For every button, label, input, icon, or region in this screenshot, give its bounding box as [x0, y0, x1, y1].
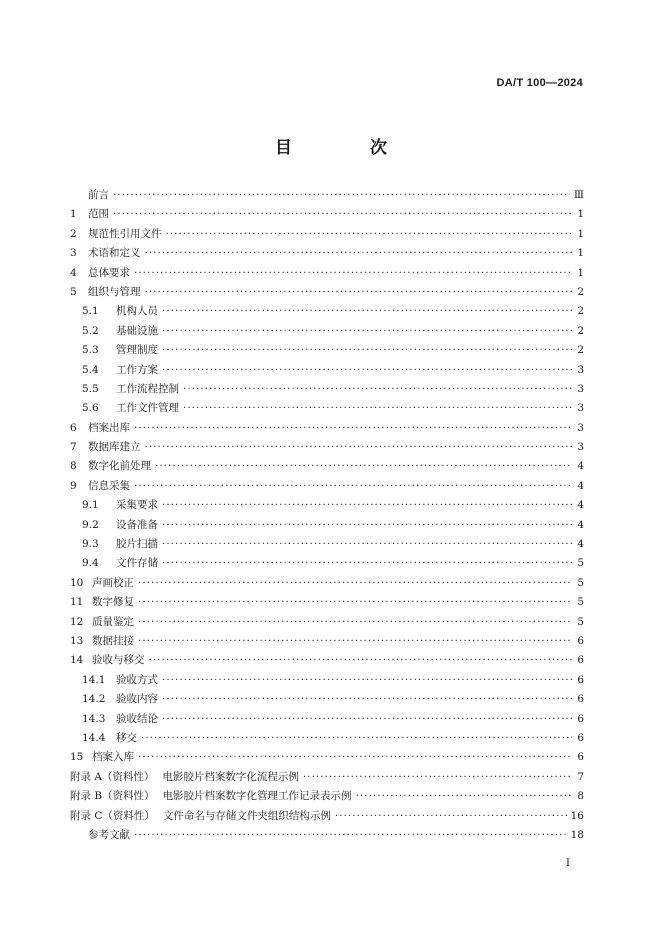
toc-entry-number: 1 — [70, 208, 77, 221]
toc-entry-label: 数据库建立 — [88, 441, 141, 454]
toc-entry-number: 2 — [70, 227, 77, 240]
toc-entry[interactable] — [70, 516, 584, 535]
toc-entry-label: 验收结论 — [116, 712, 158, 725]
toc-entry-label: 参考文献 — [88, 828, 130, 841]
toc-leader-dots — [303, 768, 572, 787]
toc-entry-label: 验收与移交 — [92, 654, 145, 667]
toc-entry-page: 3 — [577, 421, 584, 434]
toc-entry-number: 5.2 — [82, 324, 99, 337]
toc-leader-dots — [155, 457, 572, 476]
toc-entry-label: 总体要求 — [88, 266, 130, 279]
toc-entry[interactable] — [70, 322, 584, 341]
toc-entry[interactable] — [70, 361, 584, 380]
toc-entry[interactable] — [70, 302, 584, 321]
toc-entry-label: 移交 — [116, 731, 137, 744]
toc-entry-page: 6 — [577, 654, 584, 667]
toc-entry[interactable] — [70, 690, 584, 709]
toc-entry-page: 5 — [577, 615, 584, 628]
toc-entry-label: 电影胶片档案数字化管理工作记录表示例 — [162, 790, 352, 803]
toc-leader-dots — [138, 613, 572, 632]
toc-entry-page: 5 — [577, 576, 584, 589]
toc-entry-number: 9.3 — [82, 538, 99, 551]
toc-entry-label: 工作方案 — [116, 363, 158, 376]
toc-leader-dots — [141, 729, 572, 748]
toc-leader-dots — [149, 651, 573, 670]
toc-leader-dots — [183, 399, 572, 418]
toc-leader-dots — [162, 322, 572, 341]
toc-entry[interactable] — [70, 787, 584, 806]
toc-leader-dots — [335, 807, 567, 826]
toc-entry[interactable] — [70, 748, 584, 767]
toc-entry-page: 3 — [577, 441, 584, 454]
toc-entry-label: 管理制度 — [116, 344, 158, 357]
toc-leader-dots — [162, 496, 572, 515]
toc-entry-label: 机构人员 — [116, 305, 158, 318]
toc-entry-label: 验收内容 — [116, 693, 158, 706]
toc-entry-page: 6 — [577, 673, 584, 686]
toc-leader-dots — [162, 554, 572, 573]
toc-entry-label: 声画校正 — [92, 576, 134, 589]
toc-entry[interactable] — [70, 186, 584, 205]
toc-entry-number: 6 — [70, 421, 77, 434]
toc-leader-dots — [138, 632, 572, 651]
toc-entry[interactable] — [70, 651, 584, 670]
toc-entry-number: 11 — [70, 596, 84, 609]
toc-entry-number: 14.3 — [82, 712, 106, 725]
toc-leader-dots — [138, 748, 572, 767]
toc-entry-label: 数字修复 — [92, 596, 134, 609]
toc-leader-dots — [162, 361, 572, 380]
toc-leader-dots — [138, 593, 572, 612]
toc-entry-page: 16 — [570, 809, 584, 822]
toc-entry[interactable] — [70, 341, 584, 360]
toc-entry[interactable] — [70, 671, 584, 690]
toc-leader-dots — [162, 690, 572, 709]
toc-entry[interactable] — [70, 632, 584, 651]
toc-entry-page: 2 — [577, 324, 584, 337]
toc-leader-dots — [183, 380, 572, 399]
toc-leader-dots — [134, 826, 567, 845]
toc-leader-dots — [113, 186, 570, 205]
toc-entry[interactable] — [70, 496, 584, 515]
toc-entry[interactable] — [70, 457, 584, 476]
toc-entry[interactable] — [70, 710, 584, 729]
toc-entry-number: 5.6 — [82, 402, 99, 415]
toc-entry-page: 1 — [577, 247, 584, 260]
toc-leader-dots — [134, 477, 572, 496]
toc-entry-number: 13 — [70, 634, 84, 647]
toc-entry-label: 文件存储 — [116, 557, 158, 570]
toc-entry[interactable] — [70, 768, 584, 787]
toc-entry-number: 12 — [70, 615, 84, 628]
toc-entry-page: 2 — [577, 344, 584, 357]
toc-entry[interactable] — [70, 826, 584, 845]
toc-entry-page: 8 — [577, 790, 584, 803]
toc-entry-page: 4 — [577, 499, 584, 512]
toc-entry-number: 15 — [70, 751, 84, 764]
toc-entry-page: 3 — [577, 382, 584, 395]
toc-entry-label: 基础设施 — [116, 324, 158, 337]
toc-entry-number: 14.4 — [82, 731, 106, 744]
toc-leader-dots — [134, 419, 572, 438]
toc-entry-number: 14 — [70, 654, 84, 667]
page-title: 目 次 — [275, 138, 423, 158]
toc-entry[interactable] — [70, 593, 584, 612]
toc-entry-page: 6 — [577, 712, 584, 725]
toc-entry-label: 工作流程控制 — [116, 382, 179, 395]
toc-entry-label: 档案入库 — [92, 751, 134, 764]
toc-entry-page: 4 — [577, 479, 584, 492]
toc-entry-label: 档案出库 — [88, 421, 130, 434]
toc-entry-label: 规范性引用文件 — [88, 227, 162, 240]
toc-leader-dots — [162, 710, 572, 729]
toc-entry-number: 附录 C（资料性） — [70, 809, 155, 822]
toc-entry[interactable] — [70, 205, 584, 224]
toc-leader-dots — [134, 264, 572, 283]
toc-entry-page: 6 — [577, 751, 584, 764]
toc-entry-page: 5 — [577, 557, 584, 570]
toc-entry-label: 工作文件管理 — [116, 402, 179, 415]
toc-entry[interactable] — [70, 554, 584, 573]
toc-entry[interactable] — [70, 244, 584, 263]
toc-entry-label: 数据挂接 — [92, 634, 134, 647]
toc-entry-number: 14.1 — [82, 673, 106, 686]
toc-entry-page: 7 — [577, 770, 584, 783]
toc-entry-label: 组织与管理 — [88, 285, 141, 298]
toc-entry[interactable] — [70, 283, 584, 302]
toc-entry-page: 3 — [577, 402, 584, 415]
toc-entry-number: 9 — [70, 479, 77, 492]
toc-entry[interactable] — [70, 419, 584, 438]
toc-entry-page: 2 — [577, 285, 584, 298]
toc-entry-page: 6 — [577, 693, 584, 706]
toc-leader-dots — [145, 283, 573, 302]
toc-entry-label: 质量鉴定 — [92, 615, 134, 628]
toc-entry-number: 5 — [70, 285, 77, 298]
toc-leader-dots — [145, 438, 573, 457]
toc-entry-number: 5.1 — [82, 305, 99, 318]
toc-entry-number: 9.2 — [82, 518, 99, 531]
toc-entry-page: 4 — [577, 460, 584, 473]
toc-entry-page: 1 — [577, 208, 584, 221]
toc-entry-page: 1 — [577, 227, 584, 240]
toc-entry-label: 信息采集 — [88, 479, 130, 492]
toc-entry-label: 电影胶片档案数字化流程示例 — [162, 770, 299, 783]
toc-entry-page: 4 — [577, 538, 584, 551]
toc-entry-number: 9.4 — [82, 557, 99, 570]
toc-entry-label: 数字化前处理 — [88, 460, 151, 473]
toc-entry-page: 18 — [570, 828, 584, 841]
toc-entry-number: 10 — [70, 576, 84, 589]
toc-entry-page: 6 — [577, 731, 584, 744]
toc-entry-page: 1 — [577, 266, 584, 279]
toc-entry-label: 采集要求 — [116, 499, 158, 512]
toc-entry-number: 附录 B（资料性） — [70, 790, 155, 803]
toc-entry[interactable] — [70, 613, 584, 632]
toc-entry-number: 5.3 — [82, 344, 99, 357]
toc-entry[interactable] — [70, 438, 584, 457]
toc-entry[interactable] — [70, 574, 584, 593]
toc-entry-label: 胶片扫描 — [116, 538, 158, 551]
toc-entry-page: 2 — [577, 305, 584, 318]
toc-entry-number: 4 — [70, 266, 77, 279]
toc-entry[interactable] — [70, 225, 584, 244]
toc-entry-page: 6 — [577, 634, 584, 647]
toc-leader-dots — [138, 574, 572, 593]
page-number: I — [566, 858, 570, 869]
toc-entry-label: 设备准备 — [116, 518, 158, 531]
toc-entry[interactable] — [70, 477, 584, 496]
toc-entry-page: 4 — [577, 518, 584, 531]
toc-entry-label: 文件命名与存储文件夹组织结构示例 — [162, 809, 331, 822]
toc-entry[interactable] — [70, 729, 584, 748]
toc-entry-number: 附录 A（资料性） — [70, 770, 155, 783]
toc-leader-dots — [162, 671, 572, 690]
toc-entry-label: 验收方式 — [116, 673, 158, 686]
toc-entry-number: 9.1 — [82, 499, 99, 512]
toc-leader-dots — [162, 302, 572, 321]
toc-entry-label: 术语和定义 — [88, 247, 141, 260]
toc-entry-number: 8 — [70, 460, 77, 473]
toc-leader-dots — [113, 205, 572, 224]
toc-entry[interactable] — [70, 380, 584, 399]
toc-entry-number: 14.2 — [82, 693, 106, 706]
toc-entry[interactable] — [70, 399, 584, 418]
toc-entry-page: 3 — [577, 363, 584, 376]
document-code: DA/T 100—2024 — [496, 77, 583, 89]
toc-entry[interactable] — [70, 535, 584, 554]
toc-entry-number: 3 — [70, 247, 77, 260]
toc-leader-dots — [162, 535, 572, 554]
toc-entry-page: 5 — [577, 596, 584, 609]
toc-entry[interactable] — [70, 264, 584, 283]
toc-entry-number: 7 — [70, 441, 77, 454]
toc-leader-dots — [356, 787, 572, 806]
toc-leader-dots — [145, 244, 573, 263]
toc-entry-number: 5.5 — [82, 382, 99, 395]
table-of-contents — [70, 186, 584, 845]
toc-entry-page: Ⅲ — [573, 189, 584, 201]
toc-entry-label: 前言 — [88, 189, 109, 201]
toc-leader-dots — [166, 225, 573, 244]
toc-entry-label: 范围 — [88, 208, 109, 221]
toc-leader-dots — [162, 516, 572, 535]
toc-entry[interactable] — [70, 807, 584, 826]
toc-leader-dots — [162, 341, 572, 360]
toc-entry-number: 5.4 — [82, 363, 99, 376]
